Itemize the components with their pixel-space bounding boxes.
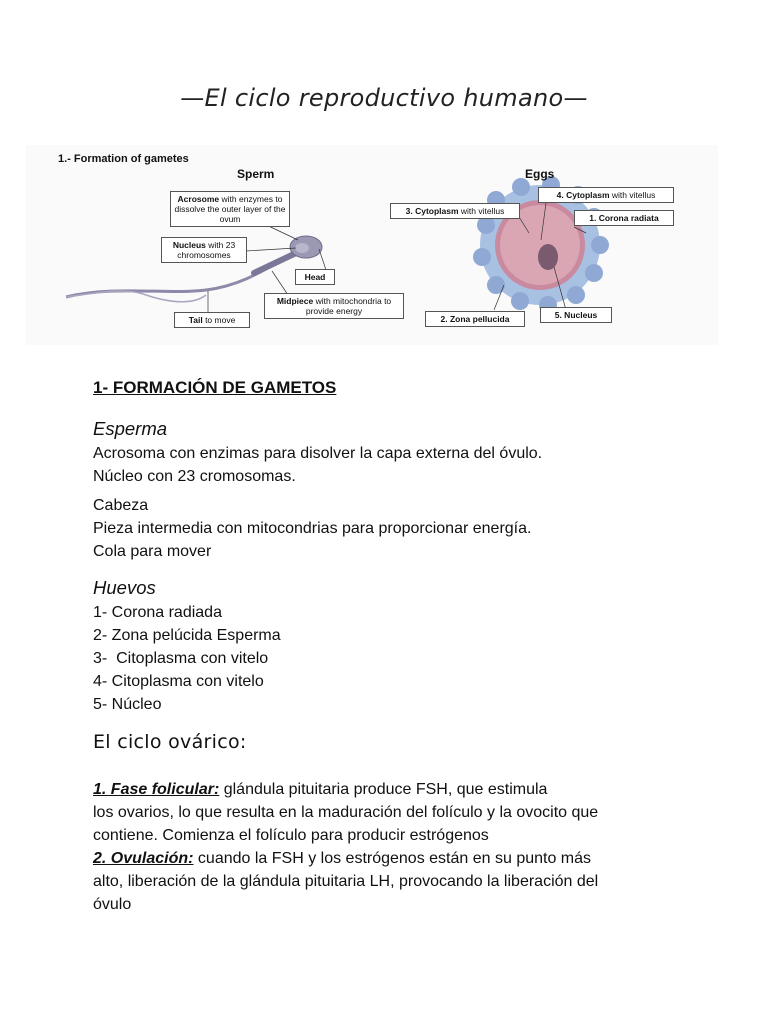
eggs-line: 4- Citoplasma con vitelo (93, 673, 264, 690)
phase-follicular-label: 1. Fase folicular: (93, 781, 220, 798)
sperm-nucleus (295, 243, 309, 253)
phase-ovulation-label: 2. Ovulación: (93, 850, 194, 867)
label-acrosome: Acrosome with enzymes to dissolve the outer layer of the ovum (170, 191, 290, 227)
label-midpiece: Midpiece with mitochondria to provide energy (264, 293, 404, 319)
label-head: Head (295, 269, 335, 285)
eggs-title: Eggs (525, 167, 555, 181)
sperm-line: Acrosoma con enzimas para disolver la capa externa del óvulo. (93, 445, 543, 462)
gametes-figure (26, 145, 718, 345)
eggs-heading: Huevos (93, 577, 156, 598)
section-heading-gametes: 1- FORMACIÓN DE GAMETOS (93, 378, 337, 397)
sperm-line: Cabeza (93, 497, 149, 514)
eggs-line: 1- Corona radiada (93, 604, 222, 621)
figure-heading: 1.- Formation of gametes (58, 153, 189, 165)
label-corona-radiata: 1. Corona radiata (574, 210, 674, 226)
label-egg-nucleus: 5. Nucleus (540, 307, 612, 323)
label-cytoplasm-4: 4. Cytoplasm with vitellus (538, 187, 674, 203)
label-cytoplasm-3: 3. Cytoplasm with vitellus (390, 203, 520, 219)
ovarian-cycle-heading: El ciclo ovárico: (93, 731, 247, 753)
document-body (93, 376, 693, 916)
phase-follicular-text: contiene. Comienza el folículo para producir estrógenos (93, 827, 489, 844)
label-tail: Tail to move (174, 312, 250, 328)
phase-ovulation-text: alto, liberación de la glándula pituitaria LH, provocando la liberación del (93, 873, 599, 890)
egg-nucleus (538, 244, 558, 270)
phase-follicular: 1. Fase folicular: glándula pituitaria produce FSH, que estimula (93, 781, 548, 798)
phase-ovulation: 2. Ovulación: cuando la FSH y los estrógenos están en su punto más (93, 850, 592, 867)
eggs-line: 2- Zona pelúcida Esperma (93, 627, 281, 644)
label-nucleus: Nucleus with 23 chromosomes (161, 237, 247, 263)
page-title: —El ciclo reproductivo humano— (180, 84, 588, 112)
phase-ovulation-text: óvulo (93, 896, 132, 913)
sperm-heading: Esperma (93, 418, 168, 439)
sperm-midpiece (254, 253, 296, 273)
sperm-line: Pieza intermedia con mitocondrias para proporcionar energía. (93, 520, 532, 537)
sperm-line: Núcleo con 23 cromosomas. (93, 468, 296, 485)
phase-follicular-text: los ovarios, lo que resulta en la maduración del folículo y la ovocito que (93, 804, 599, 821)
label-zona-pellucida: 2. Zona pellucida (425, 311, 525, 327)
sperm-title: Sperm (237, 167, 275, 181)
eggs-line: 5- Núcleo (93, 696, 162, 713)
eggs-line: 3- Citoplasma con vitelo (93, 650, 269, 667)
sperm-line: Cola para mover (93, 543, 212, 560)
